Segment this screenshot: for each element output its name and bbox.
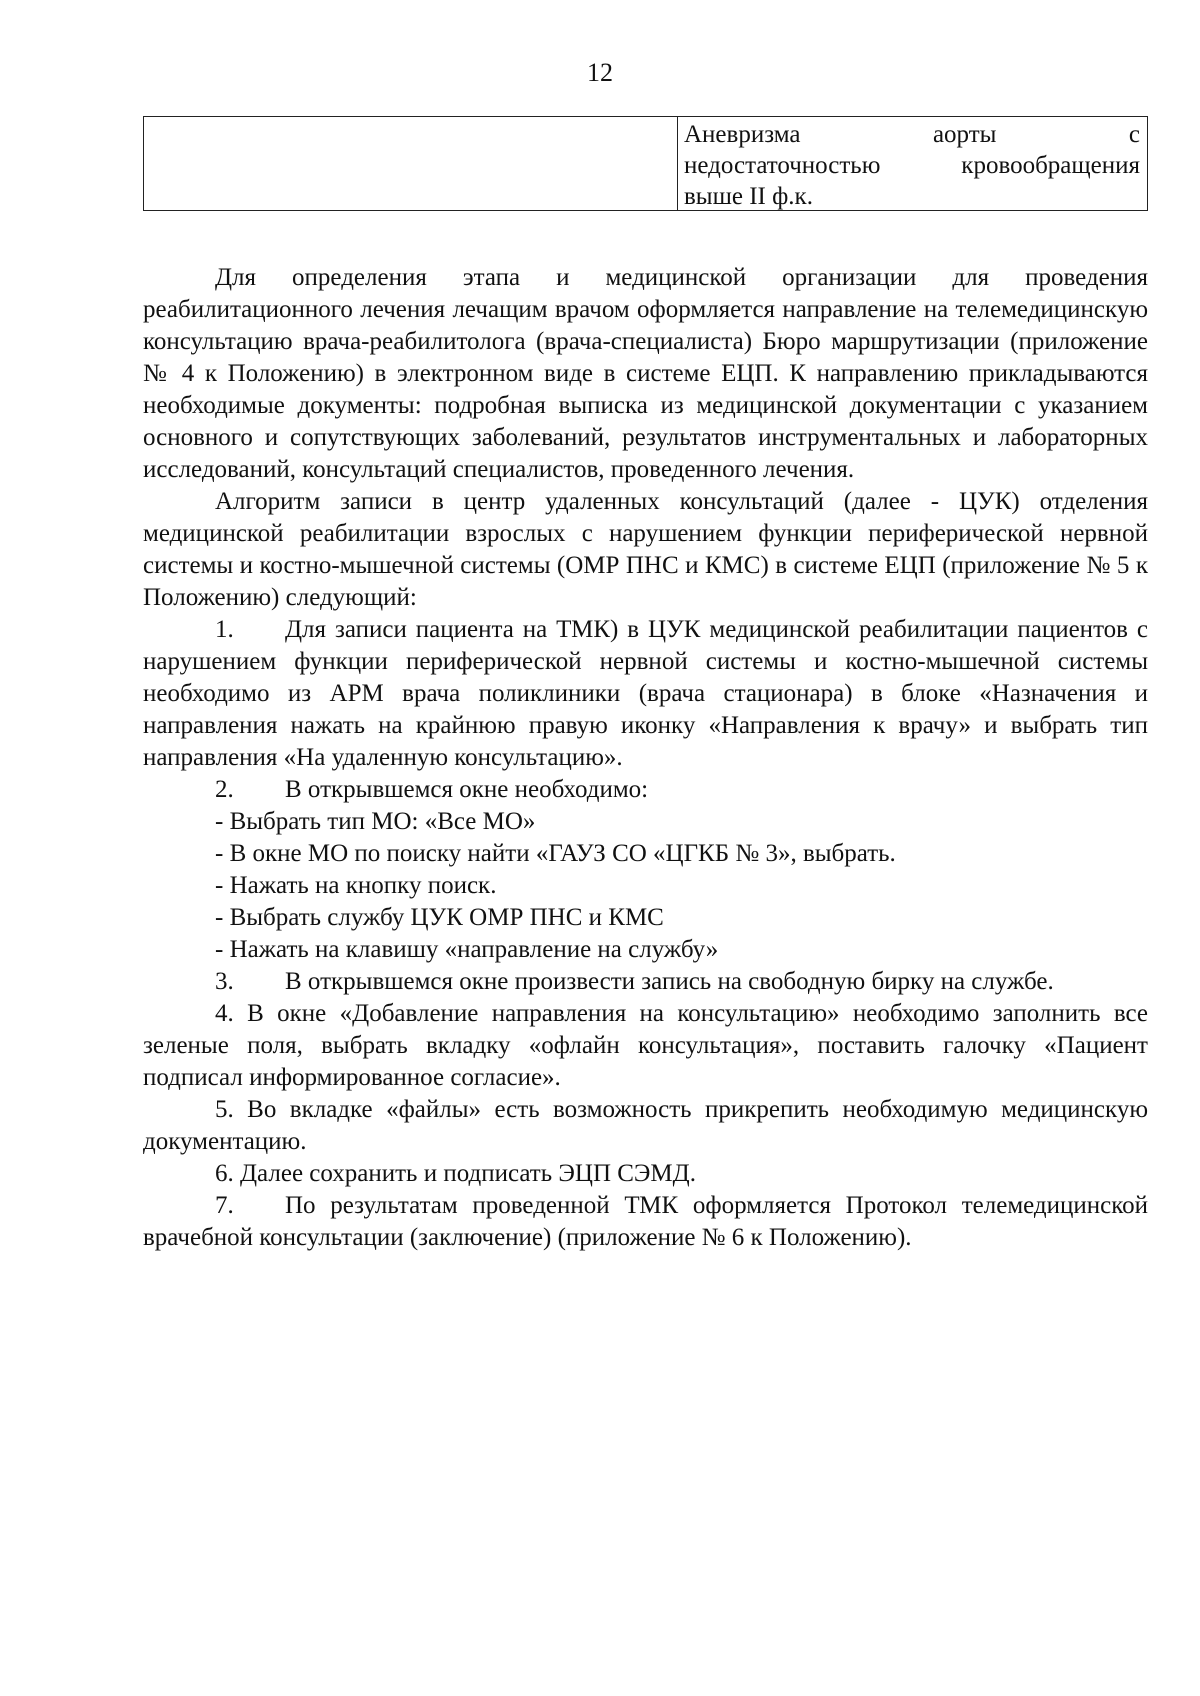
step-5: 5. Во вкладке «файлы» есть возможность прикрепить необходимую медицинскую документацию. xyxy=(143,1096,1148,1155)
step-1 xyxy=(143,614,1148,774)
step-number: 3. xyxy=(215,968,234,995)
step-2-item: - Нажать на клавишу «направление на службу» xyxy=(215,936,719,963)
step-3 xyxy=(143,966,1148,998)
table-line: Аневризма аорты с xyxy=(684,121,1140,148)
step-2-item: - В окне МО по поиску найти «ГАУЗ СО «ЦГКБ № 3», выбрать. xyxy=(215,840,896,867)
step-text: В открывшемся окне произвести запись на свободную бирку на службе. xyxy=(285,968,1054,995)
diagnosis-table xyxy=(143,116,1148,211)
paragraph-referral: Для определения этапа и медицинской организации для проведения реабилитационного лечения лечащим врачом оформляется направление на телемедицинскую консультацию врача-реабилитолога (врача-специалиста) Бюро маршрутизации (приложение № 4 к Положению) в электронном виде в системе ЕЦП. К направлению прикладываются необходимые документы: подробная выписка из медицинской документации с указанием основного и сопутствующих заболеваний, результатов инструментальных и лабораторных исследований, консультаций специалистов, проведенного лечения. xyxy=(143,264,1148,483)
step-number: 2. xyxy=(215,776,234,803)
step-text: Для записи пациента на ТМК) в ЦУК медицинской реабилитации пациентов с нарушением функции периферической нервной системы и костно-мышечной системы необходимо из АРМ врача поликлиники (врача стационара) в блоке «Назначения и направления нажать на крайнюю правую иконку «Направления к врачу» и выбрать тип направления «На удаленную консультацию». xyxy=(143,616,1148,771)
step-4: 4. В окне «Добавление направления на консультацию» необходимо заполнить все зеленые поля, выбрать вкладку «офлайн консультация», поставить галочку «Пациент подписал информированное согласие». xyxy=(143,1000,1148,1091)
table-line: выше II ф.к. xyxy=(684,183,813,210)
step-text: По результатам проведенной ТМК оформляется Протокол телемедицинской врачебной консультации (заключение) (приложение № 6 к Положению). xyxy=(143,1192,1148,1251)
table-diagnosis-cell xyxy=(684,119,1140,212)
step-2 xyxy=(143,774,1148,806)
step-7 xyxy=(143,1190,1148,1254)
step-6: 6. Далее сохранить и подписать ЭЦП СЭМД. xyxy=(215,1160,696,1187)
step-2-item: - Выбрать тип МО: «Все МО» xyxy=(215,808,536,835)
page-number: 12 xyxy=(587,58,613,87)
document-body xyxy=(143,262,1148,1254)
step-2-item: - Нажать на кнопку поиск. xyxy=(215,872,497,899)
step-text: В открывшемся окне необходимо: xyxy=(285,776,649,803)
table-line: недостаточностью кровообращения xyxy=(684,152,1140,179)
paragraph-algorithm: Алгоритм записи в центр удаленных консультаций (далее - ЦУК) отделения медицинской реабилитации взрослых с нарушением функции периферической нервной системы и костно-мышечной системы (ОМР ПНС и КМС) в системе ЕЦП (приложение № 5 к Положению) следующий: xyxy=(143,488,1148,611)
step-number: 1. xyxy=(215,616,234,643)
step-2-item: - Выбрать службу ЦУК ОМР ПНС и КМС xyxy=(215,904,664,931)
table-empty-cell xyxy=(144,117,678,210)
step-number: 7. xyxy=(215,1192,234,1219)
